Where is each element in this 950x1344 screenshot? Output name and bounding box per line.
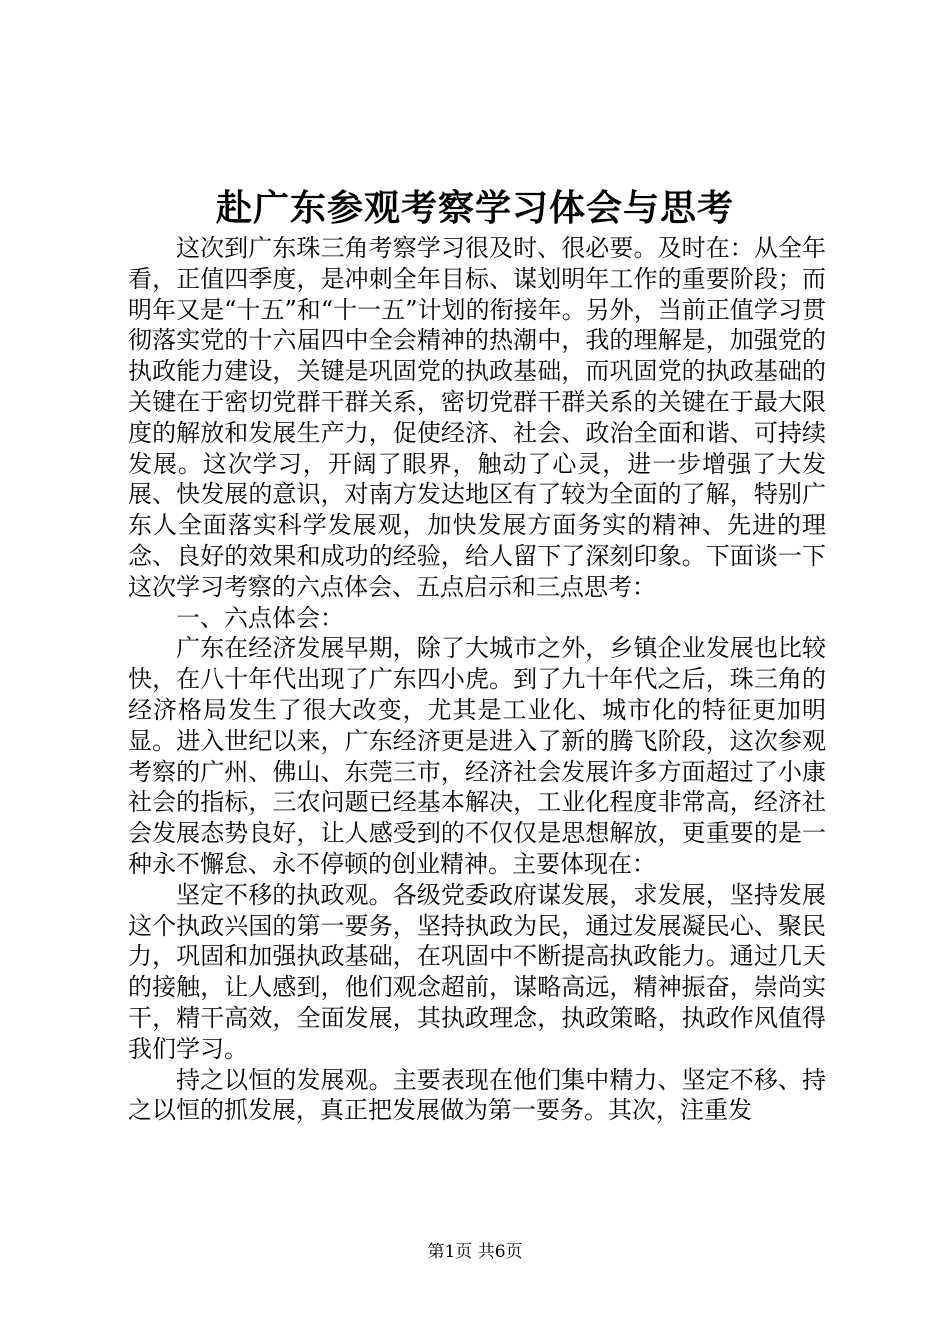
page-footer: 第1页 共6页 <box>427 1242 523 1262</box>
section-heading-six-points: 一、六点体会： <box>176 603 344 632</box>
document-title: 赴广东参观考察学习体会与思考 <box>215 187 734 229</box>
document-body <box>128 233 826 1126</box>
paragraph-development-view: 持之以恒的发展观。主要表现在他们集中精力、坚定不移、持之以恒的抓发展，真正把发展做为第一要务。其次，注重发 <box>128 1065 826 1125</box>
paragraph-intro: 这次到广东珠三角考察学习很及时、很必要。及时在：从全年看，正值四季度，是冲刺全年目标、谋划明年工作的重要阶段；而明年又是“十五”和“十一五”计划的衔接年。另外，当前正值学习贯彻落实党的十六届四中全会精神的热潮中，我的理解是，加强党的执政能力建设，关键是巩固党的执政基础，而巩固党的执政基础的关键在于密切党群干群关系，密切党群干群关系的关键在于最大限度的解放和发展生产力，促使经济、社会、政治全面和谐、可持续发展。这次学习，开阔了眼界，触动了心灵，进一步增强了大发展、快发展的意识，对南方发达地区有了较为全面的了解，特别广东人全面落实科学发展观，加快发展方面务实的精神、先进的理念、良好的效果和成功的经验，给人留下了深刻印象。下面谈一下这次学习考察的六点体会、五点启示和三点思考： <box>128 234 826 601</box>
paragraph-guangdong-development: 广东在经济发展早期，除了大城市之外，乡镇企业发展也比较快，在八十年代出现了广东四小虎。到了九十年代之后，珠三角的经济格局发生了很大改变，尤其是工业化、城市化的特征更加明显。进入世纪以来，广东经济更是进入了新的腾飞阶段，这次参观考察的广州、佛山、东莞三市，经济社会发展许多方面超过了小康社会的指标，三农问题已经基本解决，工业化程度非常高，经济社会发展态势良好，让人感受到的不仅仅是思想解放，更重要的是一种永不懈怠、永不停顿的创业精神。主要体现在： <box>128 634 826 878</box>
paragraph-governance-view: 坚定不移的执政观。各级党委政府谋发展，求发展，坚持发展这个执政兴国的第一要务，坚持执政为民，通过发展凝民心、聚民力，巩固和加强执政基础，在巩固中不断提高执政能力。通过几天的接触，让人感到，他们观念超前，谋略高远，精神振奋，崇尚实干，精干高效，全面发展，其执政理念，执政策略，执政作风值得我们学习。 <box>128 880 826 1063</box>
